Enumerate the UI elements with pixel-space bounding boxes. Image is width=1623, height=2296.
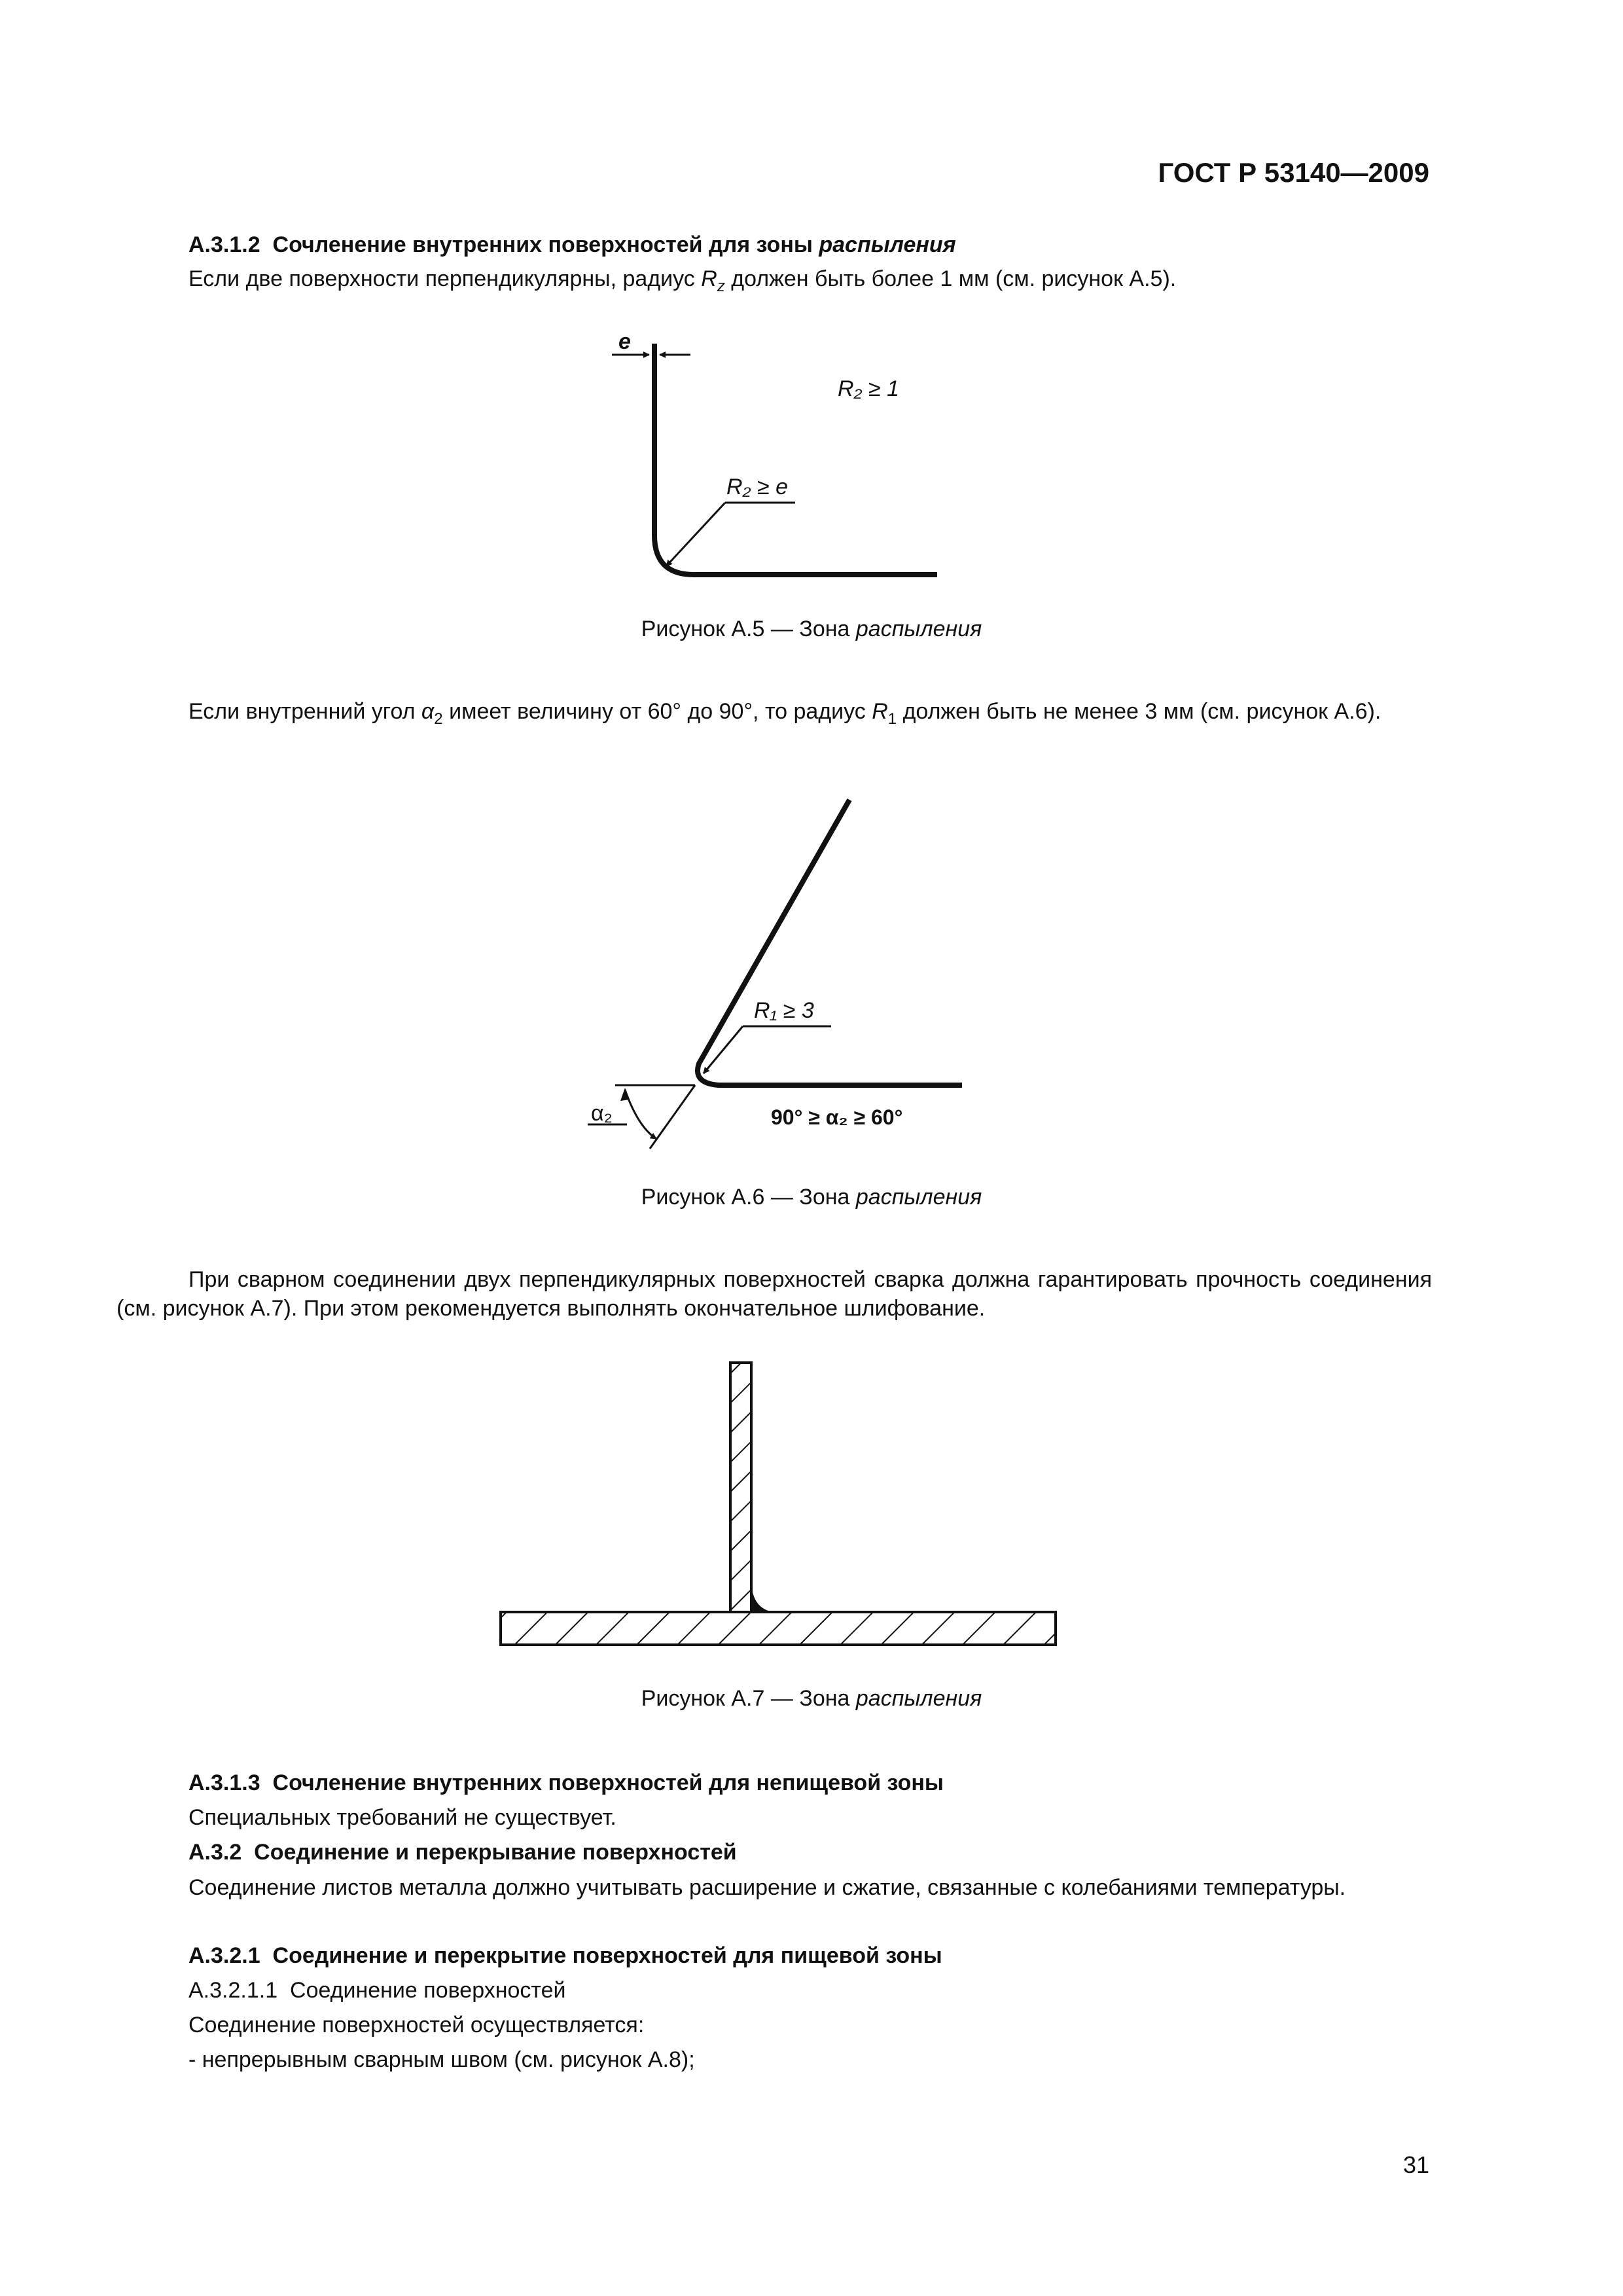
thickness-label: e — [618, 329, 631, 354]
paragraph-text: имеет величину от 60° до 90°, то радиус — [449, 699, 866, 724]
section-body-a3211: Соединение поверхностей осуществляется: — [188, 2013, 645, 2037]
caption-italic: распыления — [855, 1185, 982, 1210]
figure-a5 — [0, 321, 1623, 609]
symbol-r: R — [872, 699, 888, 724]
r2-ge-1-label: R₂ ≥ 1 — [838, 376, 899, 401]
paragraph-weld: При сварном соединении двух перпендикулярных поверхностей сварка должна гарантировать прочность соединения (см. рисунок А.7). При этом рекомендуется выполнять окончательное шлифование. — [116, 1267, 1432, 1321]
section-number: А.3.2.1 — [188, 1943, 260, 1968]
paragraph-text: должен быть более 1 мм (см. рисунок А.5). — [731, 266, 1177, 291]
symbol-alpha: α — [421, 699, 435, 724]
weld-fillet — [751, 1583, 774, 1612]
angle-arc — [625, 1090, 656, 1139]
figure-a5-caption — [0, 617, 1623, 642]
caption-text: Рисунок А.6 — Зона — [641, 1185, 850, 1210]
section-number: А.3.1.2 — [188, 232, 260, 257]
paragraph-text: должен быть не менее 3 мм (см. рисунок А.6). — [902, 699, 1382, 724]
section-title-italic: распыления — [819, 232, 956, 257]
paragraph-perpendicular — [116, 264, 1432, 301]
page-number: 31 — [1402, 2151, 1429, 2178]
section-title: Соединение и перекрытие поверхностей для пищевой зоны — [272, 1943, 942, 1968]
section-title: Сочленение внутренних поверхностей для непищевой зоны — [272, 1770, 944, 1795]
r2-ge-e-label: R₂ ≥ e — [726, 475, 788, 499]
symbol-subscript: 2 — [434, 709, 443, 728]
section-title: Соединение и перекрывание поверхностей — [254, 1840, 737, 1865]
paragraph-internal-angle — [116, 697, 1432, 734]
caption-text: Рисунок А.5 — Зона — [641, 617, 850, 641]
angle-arc-start-arrow — [620, 1088, 630, 1101]
section-heading-a3211 — [116, 1976, 1432, 2005]
document-id: ГОСТ Р 53140—2009 — [1158, 157, 1429, 188]
symbol-r: R — [701, 266, 717, 291]
section-body-a32: Соединение листов металла должно учитывать расширение и сжатие, связанные с колебаниями температуры. — [188, 1875, 1346, 1900]
alpha2-label: α₂ — [591, 1101, 613, 1126]
vertical-plate — [730, 1363, 751, 1612]
angle-condition-label: 90° ≥ α₂ ≥ 60° — [771, 1105, 903, 1129]
section-title: Соединение поверхностей — [290, 1978, 566, 2003]
section-title: Сочленение внутренних поверхностей для зоны — [272, 232, 813, 257]
r1-ge-3-label: R₁ ≥ 3 — [754, 998, 814, 1023]
section-number: А.3.2 — [188, 1840, 242, 1865]
figure-a6-caption — [0, 1185, 1623, 1210]
symbol-subscript: z — [717, 277, 725, 295]
caption-italic: распыления — [855, 1686, 982, 1711]
paragraph-text: Если две поверхности перпендикулярны, радиус — [188, 266, 695, 291]
section-heading-a313 — [116, 1768, 1432, 1797]
figure-a6 — [0, 785, 1623, 1165]
section-heading-a32 — [116, 1838, 1432, 1867]
caption-text: Рисунок А.7 — Зона — [641, 1686, 850, 1711]
caption-italic: распыления — [855, 617, 982, 641]
section-number: А.3.1.3 — [188, 1770, 260, 1795]
paragraph-text: Если внутренний угол — [188, 699, 416, 724]
symbol-subscript: 1 — [887, 709, 897, 728]
section-body-a313: Специальных требований не существует. — [188, 1805, 616, 1830]
figure-a7 — [0, 1348, 1623, 1662]
list-item: - непрерывным сварным швом (см. рисунок А.8); — [188, 2047, 695, 2072]
extension-line-angled — [650, 1085, 695, 1149]
section-heading-a321 — [116, 1941, 1432, 1970]
radius-leader-arrow — [666, 503, 725, 566]
base-plate — [501, 1612, 1056, 1645]
section-heading-a312 — [116, 230, 1432, 259]
section-number: А.3.2.1.1 — [188, 1978, 278, 2003]
angled-sheet — [698, 800, 962, 1085]
figure-a7-caption — [0, 1686, 1623, 1712]
